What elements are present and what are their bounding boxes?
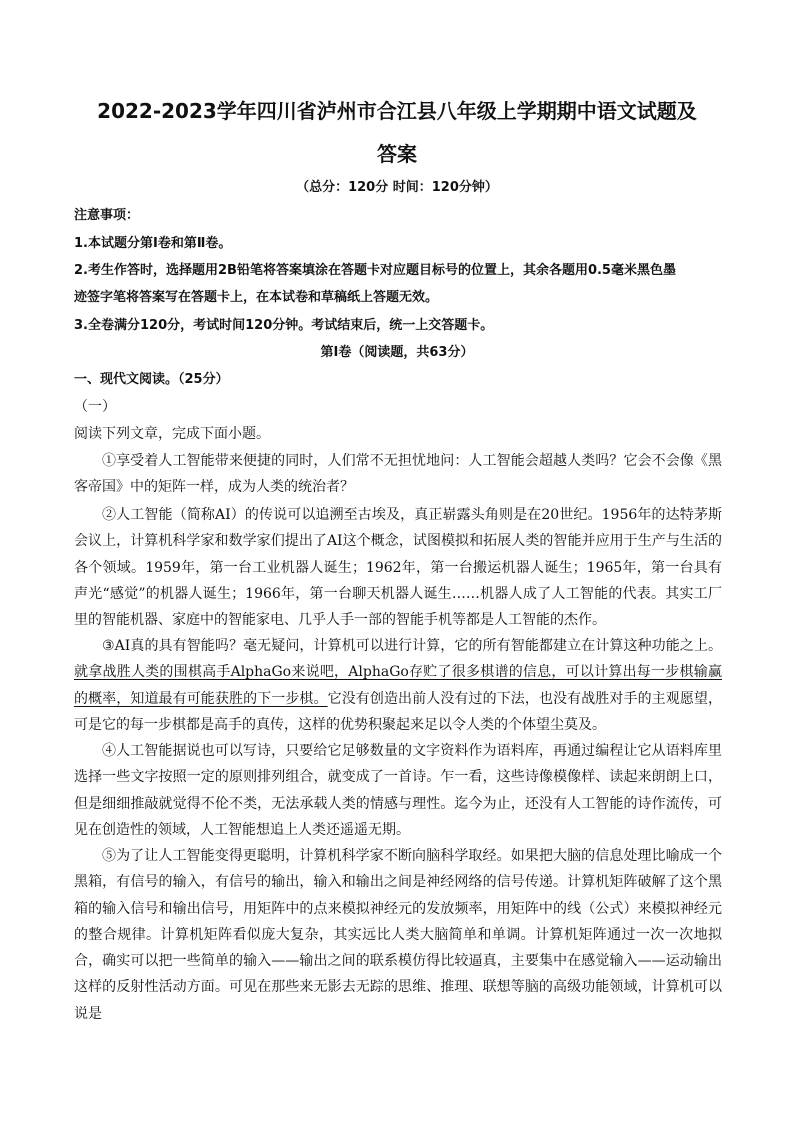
paragraph-3-rest: 它没有创造出前人没有过的下法，也没有战胜对手的主观愿望，可是它的每一步棋都是高手的真传，这样的优势积聚起来足以令人类的个体望尘莫及。 (74, 690, 723, 733)
exam-info: （总分：120分 时间：120分钟） (296, 180, 498, 195)
paragraph-2: ②人工智能（简称AI）的传说可以追溯至古埃及，真正崭露头角则是在20世纪。1956年的达特茅斯会议上，计算机科学家和数学家们提出了AI这个概念，试图模拟和拓展人类的智能并应用于生产与生活的各个领域。1959年，第一台工业机器人诞生；1962年，第一台搬运机器人诞生；1965年，第一台具有声光“感觉”的机器人诞生；1966年，第一台聊天机器人诞生……机器人成了人工智能的代表。其实工厂里的智能机器、家庭中的智能家电、几乎人手一部的智能手机等都是人工智能的杰作。 (74, 507, 722, 629)
part-heading: 一、现代文阅读。（25分） (74, 372, 229, 387)
notice-item-2-continued: 迹签字笔将答案写在答题卡上，在本试卷和草稿纸上答题无效。 (74, 290, 439, 305)
notice-item-2: 2.考生作答时，选择题用2B铅笔将答案填涂在答题卡对应题目标号的位置上，其余各题用0.5毫米黑色墨 (74, 263, 676, 278)
paragraph-5: ⑤为了让人工智能变得更聪明，计算机科学家不断向脑科学取经。如果把大脑的信息处理比喻成一个黑箱，有信号的输入，有信号的输出，输入和输出之间是神经网络的信号传递。计算机矩阵破解了这个黑箱的输入信号和输出信号，用矩阵中的点来模拟神经元的发放频率，用矩阵中的线（公式）来模拟神经元的整合规律。计算机矩阵看似庞大复杂，其实远比人类大脑简单和单调。计算机矩阵通过一次一次地拟合，确实可以把一些简单的输入——输出之间的联系模仿得比较逼真，主要集中在感觉输入——运动输出这样的反射性活动方面。可见在那些来无影去无踪的思维、推理、联想等脑的高级功能领域，计算机可以说是 (74, 848, 722, 1022)
section-title: 第Ⅰ卷（阅读题，共63分） (320, 345, 474, 360)
paragraph-1: ①享受着人工智能带来便捷的同时，人们常不无担忧地问：人工智能会超越人类吗？它会不会像《黑客帝国》中的矩阵一样，成为人类的统治者？ (74, 453, 722, 496)
paragraph-3 (74, 633, 722, 738)
document-title-continued: 答案 (377, 142, 417, 166)
paragraph-4: ④人工智能据说也可以写诗，只要给它足够数量的文字资料作为语料库，再通过编程让它从语料库里选择一些文字按照一定的原则排列组合，就变成了一首诗。乍一看，这些诗像模像样、读起来朗朗上口，但是细细推敲就觉得不伦不类，无法承载人类的情感与理性。迄今为止，还没有人工智能的诗作流传，可见在创造性的领域，人工智能想追上人类还遥遥无期。 (74, 743, 722, 838)
paragraph-3-intro: ③AI真的具有智能吗？毫无疑问，计算机可以进行计算，它的所有智能都建立在计算这种功能之上。 (102, 638, 722, 654)
sub-heading: （一） (74, 399, 116, 415)
notice-item-3: 3.全卷满分120分，考试时间120分钟。考试结束后，统一上交答题卡。 (74, 318, 494, 333)
document-title: 2022-2023学年四川省泸州市合江县八年级上学期期中语文试题及 (97, 99, 697, 123)
reading-instruction: 阅读下列文章，完成下面小题。 (74, 426, 270, 442)
notice-item-1: 1.本试题分第Ⅰ卷和第Ⅱ卷。 (74, 236, 232, 251)
underlined-sentence: 就拿战胜人类的围棋高手AlphaGo来说吧，AlphaGo存贮了很多棋谱的信息，可以计算出每一步棋输赢的概率，知道最有可能获胜的下一步棋。 (74, 664, 722, 707)
notice-heading: 注意事项： (74, 208, 140, 223)
